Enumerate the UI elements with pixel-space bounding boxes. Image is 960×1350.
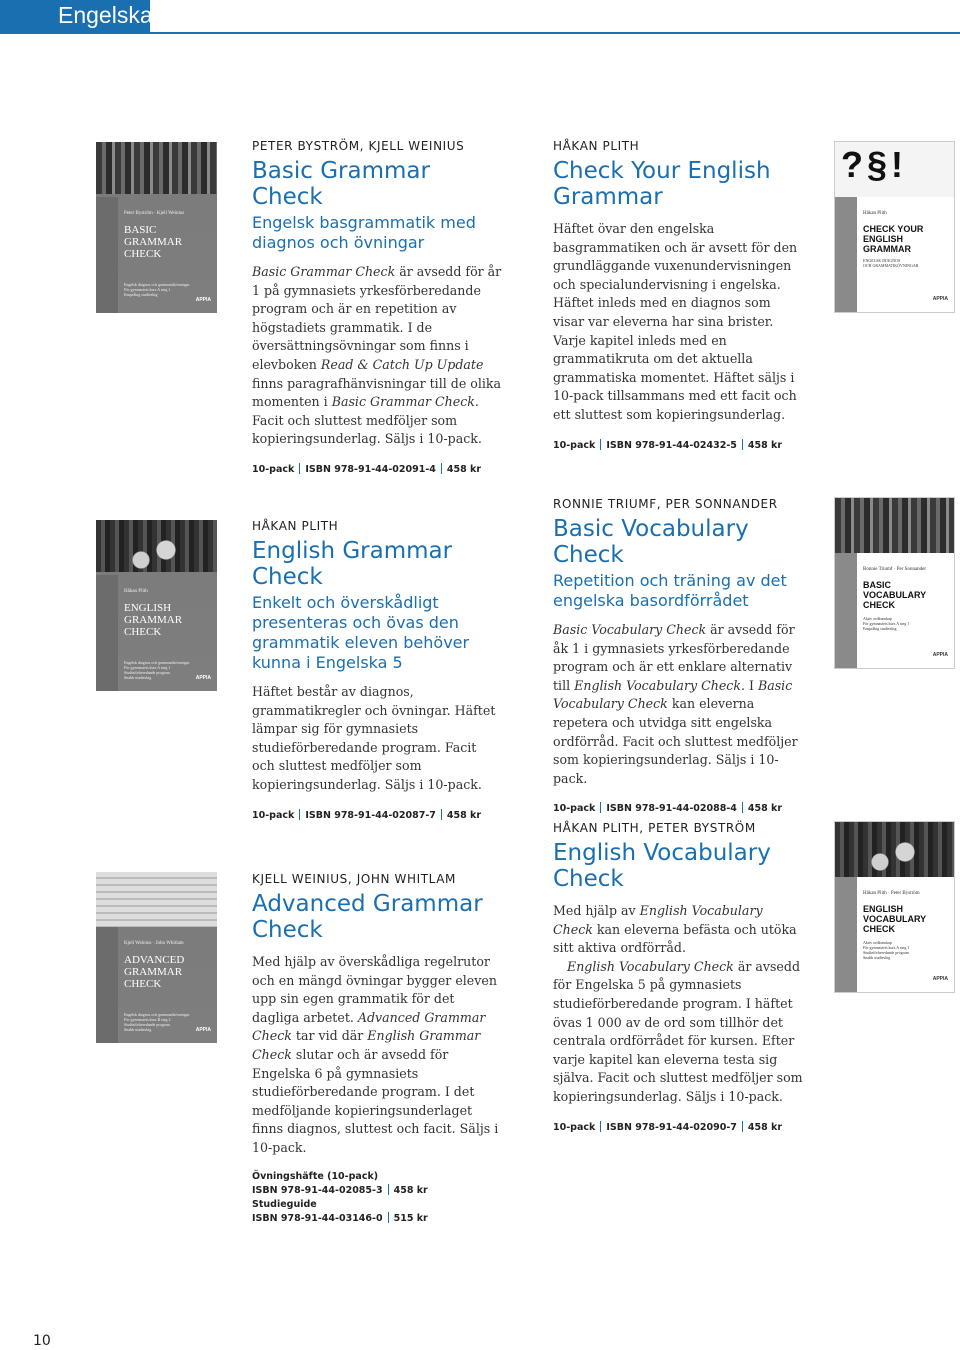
cover-authors: Ronnie Triumf · Per Sonnander (863, 567, 927, 572)
format-label: Övningshäfte (10-pack) (252, 1170, 379, 1182)
book-description: Häftet övar den engelska basgrammatiken och är avsett för den grundläggande vuxenundervisningen och specialundervisning i engelska. Häftet inleds med en diagnos som visar var eleverna har sina brister. Varje kapitel inleds med en grammatikruta om det aktuella grammatiska momentet. Häftet säljs i 10-pack tillsammans med ett facit och ett sluttest som kopieringsunderlag. (553, 221, 798, 422)
cover-small-text: ENGELSK DIAGNOS OCH GRAMMATIKÖVNINGAR (863, 258, 919, 268)
book-title: English Grammar Check (252, 538, 453, 590)
cover-small-text: Aktiv ordkunskap För gymnasiets kurs A steg 1 Studieförberedande program Snabb studieskig (863, 940, 910, 960)
publisher-logo: APPIA (195, 675, 211, 681)
cover-title: ENGLISH VOCABULARY CHECK (863, 904, 927, 934)
book-entry-advanced-grammar-check (252, 871, 502, 1226)
book-cover-basic-vocabulary-check (834, 497, 955, 669)
book-authors: KJELL WEINIUS, JOHN WHITLAM (252, 872, 456, 886)
cover-small-text: Engelsk diagnos och grammatikövningar För gymnasiets kurs A steg 1 Studieförberedande program Snabb studieskig (124, 660, 190, 680)
publisher-logo: APPIA (195, 1027, 211, 1033)
book-description: Basic Vocabulary Check är avsedd för åk 1 i gymnasiets yrkesförberedande program och är ett enklare alternativ till English Vocabulary Check. I Basic Vocabulary Check kan eleverna repetera och utvidga sitt engelska ordförråd. Facit och sluttest medföljer som kopieringsunderlag. Säljs i 10-pack. (553, 622, 798, 786)
cover-authors: Håkan Plith (124, 589, 148, 594)
cover-photo (96, 142, 217, 194)
section-label: Engelska (58, 2, 153, 28)
cover-photo (96, 520, 217, 572)
cover-authors: Peter Byström · Kjell Weinius (124, 211, 185, 216)
cover-symbols: ?§! (841, 144, 907, 185)
cover-small-text: Engelsk diagnos och grammatikövningar För gymnasiets kurs A steg 1 Enspråkig studieskig (124, 282, 190, 297)
book-authors: HÅKAN PLITH (252, 519, 339, 533)
publisher-logo: APPIA (932, 296, 948, 302)
cover-title: ENGLISH GRAMMAR CHECK (124, 602, 183, 638)
page-number: 10 (33, 1333, 51, 1349)
book-title: Advanced Grammar Check (252, 891, 483, 943)
cover-small-text: Aktiv ordkunskap För gymnasiets kurs A steg 1 Enspråkig studieskig (863, 616, 910, 631)
book-cover-english-vocabulary-check (834, 821, 955, 993)
book-cover-basic-grammar-check (96, 142, 217, 313)
cover-photo (835, 822, 955, 877)
book-order-info: Övningshäfte (10-pack) ISBN 978-91-44-02085-3 458 kr Studieguide ISBN 978-91-44-03146-0 515 kr (252, 1170, 502, 1226)
format-label: Studieguide (252, 1198, 317, 1210)
book-description: Häftet består av diagnos, grammatikregler och övningar. Häftet lämpar sig för gymnasiets studieförberedande program. Facit och sluttest medföljer som kopieringsunderlag. Säljs i 10-pack. (252, 684, 496, 792)
book-authors: RONNIE TRIUMF, PER SONNANDER (553, 497, 778, 511)
book-title: Basic Grammar Check (252, 158, 430, 210)
book-order-info: 10-pack ISBN 978-91-44-02432-5 458 kr (553, 439, 783, 451)
book-cover-english-grammar-check (96, 520, 217, 691)
book-description: Basic Grammar Check är avsedd för år 1 på gymnasiets yrkesförberedande program och är en repetition av högstadiets grammatik. I de översättningsövningar som finns i elevboken Read & Catch Up Update finns paragrafhänvisningar till de olika momenten i Basic Grammar Check. Facit och sluttest medföljer som kopieringsunderlag. Säljs i 10-pack. (252, 264, 502, 447)
book-order-info: 10-pack ISBN 978-91-44-02091-4 458 kr (252, 463, 482, 475)
book-cover-advanced-grammar-check (96, 872, 217, 1043)
book-authors: HÅKAN PLITH, PETER BYSTRÖM (553, 821, 756, 835)
publisher-logo: APPIA (932, 976, 948, 982)
book-entry-check-your-english-grammar (553, 138, 803, 453)
cover-title: BASIC GRAMMAR CHECK (124, 224, 183, 260)
cover-small-text: Engelsk diagnos och grammatikövningar För gymnasiets kurs B steg 2 Studieförberedande program Snabb studieskig (124, 1012, 190, 1032)
cover-title: ADVANCED GRAMMAR CHECK (124, 954, 185, 990)
cover-authors: Kjell Weinius · John Whitlam (124, 941, 184, 946)
book-subtitle: Engelsk basgrammatik med diagnos och övningar (252, 213, 476, 252)
cover-title: CHECK YOUR ENGLISH GRAMMAR (863, 224, 924, 254)
cover-authors: Håkan Plith (863, 211, 887, 216)
book-description: Med hjälp av English Vocabulary Check kan eleverna befästa och utöka sitt aktiva ordförråd. English Vocabulary Check är avsedd för Engelska 5 på gymnasiets studieförberedande program. I häftet övas 1 000 av de ord som tillhör det centrala ordförrådet för kursen. Efter varje kapitel kan eleverna testa sig själva. Facit och sluttest medföljer som kopieringsunderlag. Säljs i 10-pack. (553, 903, 803, 1104)
book-entry-basic-vocabulary-check (553, 496, 803, 816)
cover-photo (835, 498, 955, 553)
publisher-logo: APPIA (932, 652, 948, 658)
book-title: Check Your English Grammar (553, 158, 771, 210)
book-authors: PETER BYSTRÖM, KJELL WEINIUS (252, 139, 465, 153)
book-title: Basic Vocabulary Check (553, 516, 749, 568)
cover-title: BASIC VOCABULARY CHECK (863, 580, 927, 610)
header-rule (150, 32, 960, 34)
book-title: English Vocabulary Check (553, 840, 771, 892)
book-order-info: 10-pack ISBN 978-91-44-02090-7 458 kr (553, 1121, 783, 1133)
section-header (0, 0, 153, 34)
book-order-info: 10-pack ISBN 978-91-44-02088-4 458 kr (553, 803, 783, 815)
book-subtitle: Repetition och träning av det engelska basordförrådet (553, 571, 787, 610)
book-cover-check-your-english-grammar (834, 141, 955, 313)
book-description: Med hjälp av överskådliga regelrutor och en mängd övningar bygger eleven upp sin egen grammatik för det dagliga arbetet. Advanced Grammar Check tar vid där English Grammar Check slutar och är avsedd för Engelska 6 på gymnasiets studieförberedande program. I det medföljande kopieringsunderlaget finns diagnos, sluttest och facit. Säljs i 10-pack. (252, 954, 499, 1155)
book-entry-basic-grammar-check (252, 138, 502, 477)
book-entry-english-grammar-check (252, 518, 502, 823)
book-authors: HÅKAN PLITH (553, 139, 640, 153)
book-entry-english-vocabulary-check (553, 820, 803, 1135)
publisher-logo: APPIA (195, 297, 211, 303)
cover-photo (96, 872, 217, 927)
book-order-info: 10-pack ISBN 978-91-44-02087-7 458 kr (252, 809, 482, 821)
book-subtitle: Enkelt och överskådligt presenteras och övas den grammatik eleven behöver kunna i Engelska 5 (252, 593, 470, 672)
cover-authors: Håkan Plith · Peter Byström (863, 891, 920, 896)
